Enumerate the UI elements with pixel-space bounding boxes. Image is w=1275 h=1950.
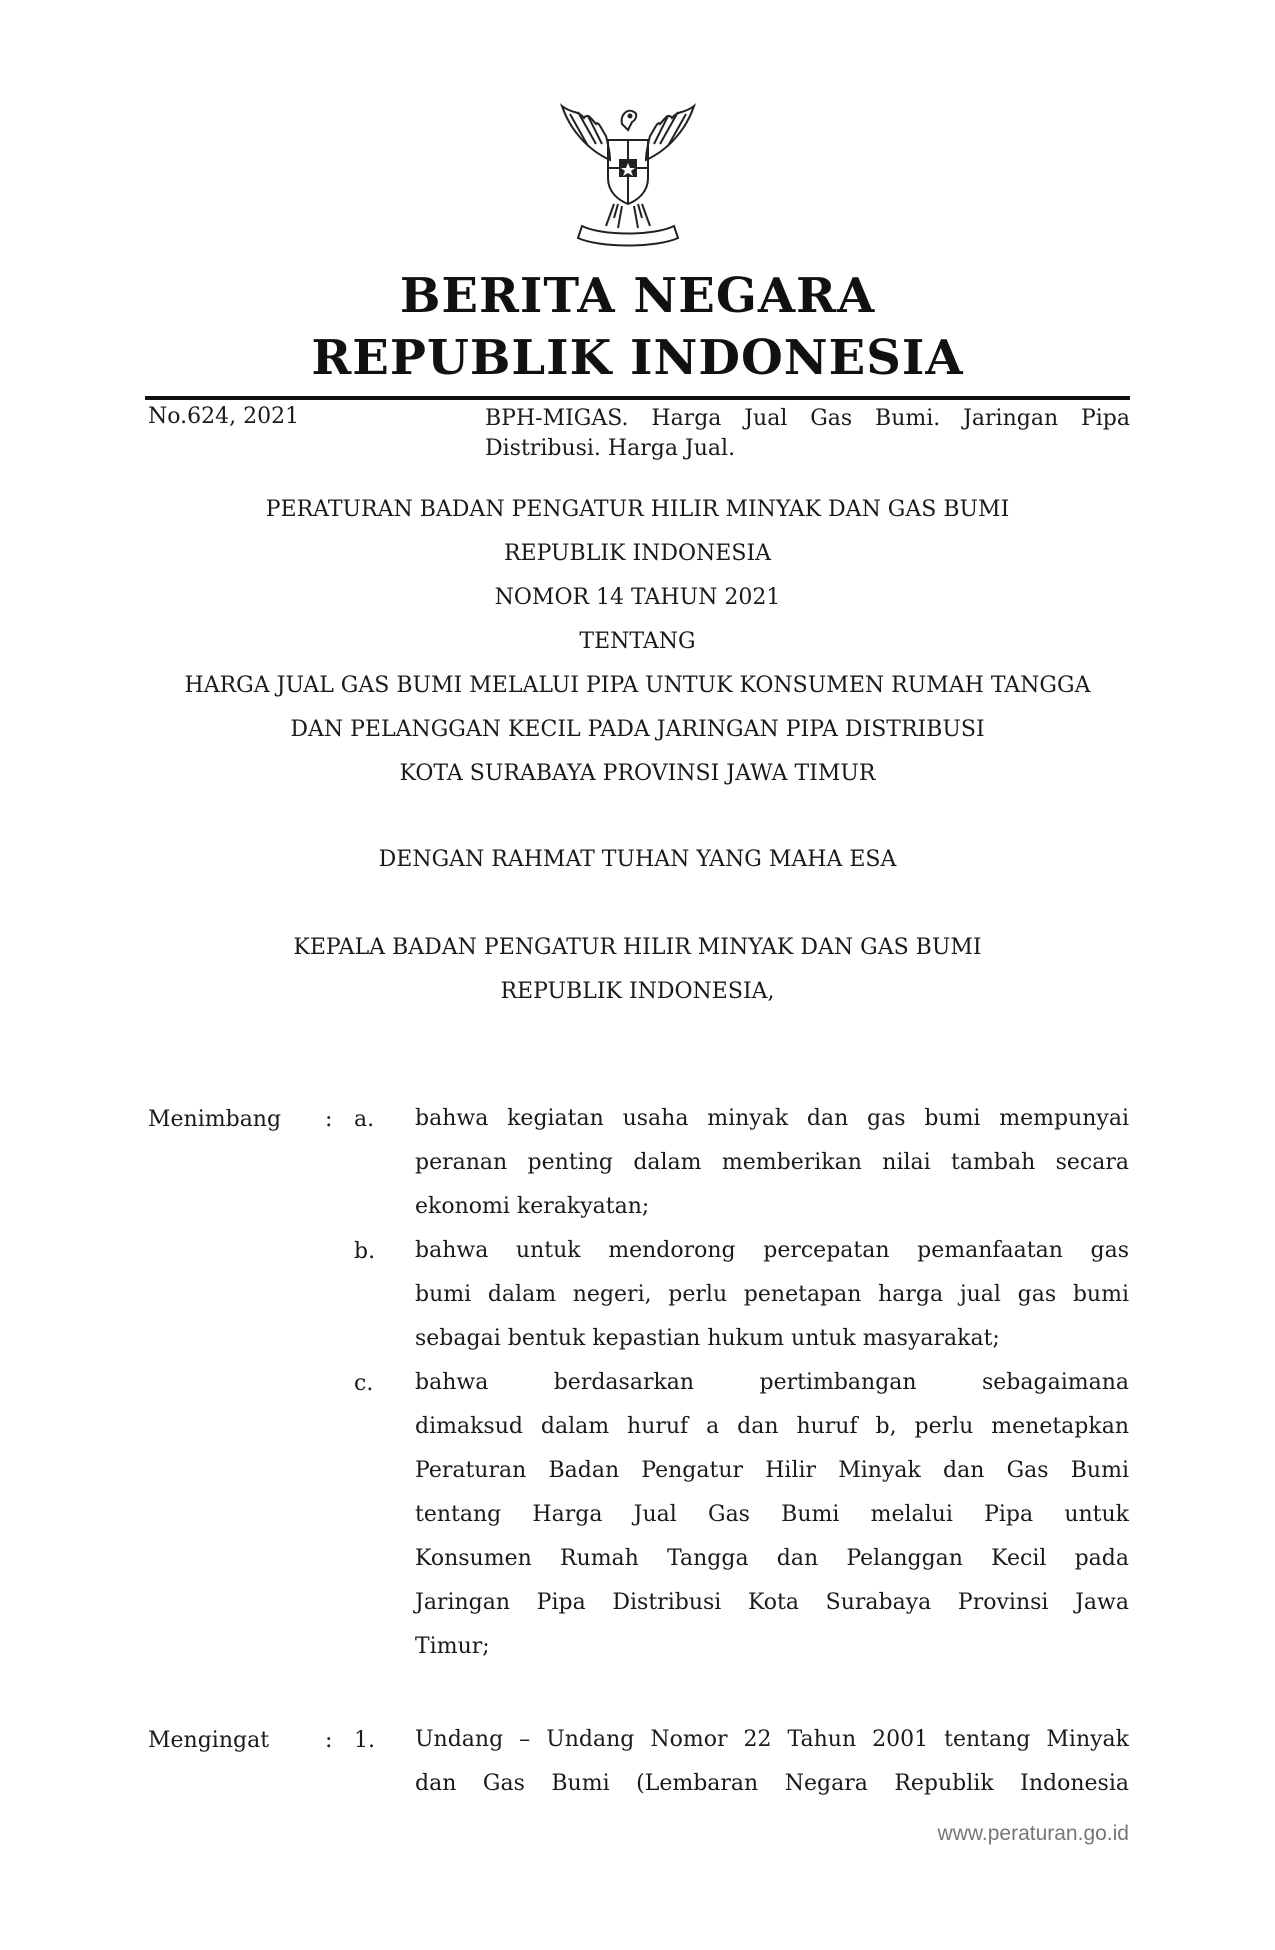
preamble-rahmat: DENGAN RAHMAT TUHAN YANG MAHA ESA [378, 847, 897, 872]
menimbang-a-text [415, 1097, 1129, 1229]
title-line: REPUBLIK INDONESIA [503, 541, 772, 566]
text-line: bumi dalam negeri, perlu penetapan harga jual gas bumi [415, 1282, 1129, 1307]
title-line: NOMOR 14 TAHUN 2021 [494, 585, 781, 610]
text-line: dan Gas Bumi (Lembaran Negara Republik Indonesia [415, 1771, 1129, 1796]
menimbang-a-letter: a. [354, 1107, 375, 1132]
title-line: DAN PELANGGAN KECIL PADA JARINGAN PIPA DISTRIBUSI [290, 717, 985, 742]
subject-line: Distribusi. Harga Jual. [485, 436, 736, 461]
text-line: Undang – Undang Nomor 22 Tahun 2001 tentang Minyak [415, 1727, 1129, 1752]
gazette-number: No.624, 2021 [148, 404, 300, 429]
title-line: KOTA SURABAYA PROVINSI JAWA TIMUR [399, 761, 876, 786]
subject-line: BPH-MIGAS. Harga Jual Gas Bumi. Jaringan Pipa [485, 406, 1130, 431]
menimbang-c-text [415, 1361, 1129, 1669]
masthead-divider [145, 396, 1130, 400]
mengingat-1-number: 1. [354, 1728, 375, 1753]
mengingat-colon: : [325, 1728, 333, 1753]
text-line: ekonomi kerakyatan; [415, 1194, 650, 1219]
title-line: HARGA JUAL GAS BUMI MELALUI PIPA UNTUK KONSUMEN RUMAH TANGGA [184, 673, 1091, 698]
menimbang-label: Menimbang [148, 1107, 282, 1132]
text-line: bahwa untuk mendorong percepatan pemanfaatan gas [415, 1238, 1129, 1263]
text-line: tentang Harga Jual Gas Bumi melalui Pipa untuk [415, 1502, 1129, 1527]
menimbang-colon: : [325, 1107, 333, 1132]
footer-website-link[interactable]: www.peraturan.go.id [937, 1822, 1129, 1845]
mengingat-1-text [415, 1718, 1129, 1806]
text-line: Peraturan Badan Pengatur Hilir Minyak dan Gas Bumi [415, 1458, 1129, 1483]
text-line: Timur; [415, 1634, 490, 1659]
menimbang-b-letter: b. [354, 1239, 376, 1264]
masthead-title: BERITA NEGARA [399, 268, 876, 324]
text-line: peranan penting dalam memberikan nilai tambah secara [415, 1150, 1129, 1175]
issuer-line: KEPALA BADAN PENGATUR HILIR MINYAK DAN GAS BUMI [293, 935, 982, 960]
issuer-heading [145, 926, 1130, 1014]
regulation-title [145, 488, 1130, 796]
text-line: Jaringan Pipa Distribusi Kota Surabaya Provinsi Jawa [415, 1590, 1129, 1615]
menimbang-c-letter: c. [354, 1371, 374, 1396]
masthead-subtitle: REPUBLIK INDONESIA [311, 330, 964, 386]
text-line: dimaksud dalam huruf a dan huruf b, perlu menetapkan [415, 1414, 1129, 1439]
mengingat-label: Mengingat [148, 1728, 270, 1753]
text-line: bahwa kegiatan usaha minyak dan gas bumi mempunyai [415, 1106, 1129, 1131]
title-line: TENTANG [579, 629, 696, 654]
garuda-emblem-icon [548, 100, 708, 250]
text-line: Konsumen Rumah Tangga dan Pelanggan Kecil pada [415, 1546, 1129, 1571]
issuer-line: REPUBLIK INDONESIA, [500, 979, 775, 1004]
menimbang-b-text [415, 1229, 1129, 1361]
title-line: PERATURAN BADAN PENGATUR HILIR MINYAK DAN GAS BUMI [265, 497, 1010, 522]
text-line: bahwa berdasarkan pertimbangan sebagaimana [415, 1370, 1129, 1395]
text-line: sebagai bentuk kepastian hukum untuk masyarakat; [415, 1326, 1000, 1351]
gazette-subject [485, 404, 1130, 464]
